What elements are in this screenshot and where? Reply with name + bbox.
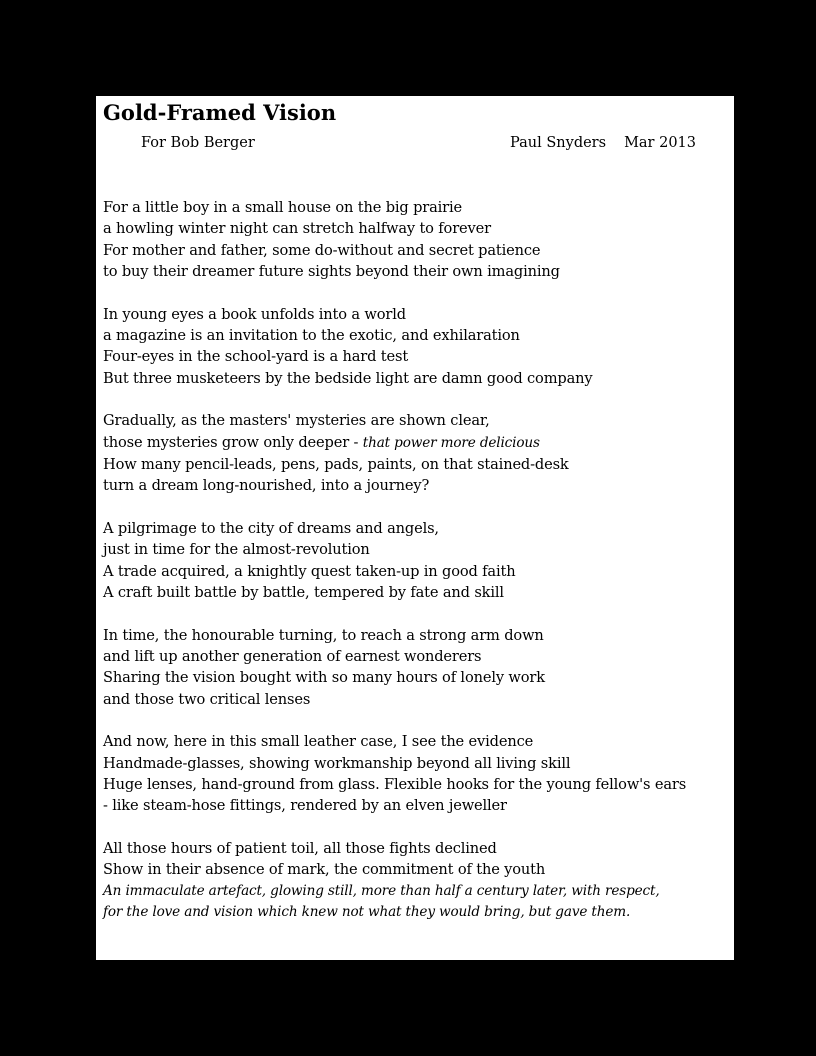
- poem-line: Handmade-glasses, showing workmanship beyond all living skill: [103, 754, 571, 772]
- poem-line: Gradually, as the masters' mysteries are shown clear,: [103, 412, 490, 430]
- byline: [510, 133, 696, 153]
- stanza: [103, 625, 728, 710]
- poem-line: turn a dream long-nourished, into a journey?: [103, 477, 430, 495]
- poem-line-start: those mysteries grow only deeper -: [103, 433, 363, 451]
- poem-line: Huge lenses, hand-ground from glass. Flexible hooks for the young fellow's ears: [103, 776, 687, 794]
- poem-date: Mar 2013: [624, 135, 696, 151]
- poem-line: For mother and father, some do-without and secret patience: [103, 241, 541, 259]
- stanza: [103, 838, 728, 923]
- poem-line: Four-eyes in the school-yard is a hard test: [103, 348, 409, 366]
- poem-line: For a little boy in a small house on the big prairie: [103, 199, 463, 216]
- poem-line: How many pencil-leads, pens, pads, paints, on that stained-desk: [103, 455, 569, 473]
- poem-body: [103, 197, 728, 945]
- poem-line: and lift up another generation of earnest wonderers: [103, 648, 482, 666]
- poem-title: Gold-Framed Vision: [103, 100, 337, 125]
- stanza: [103, 304, 728, 389]
- poem-line: just in time for the almost-revolution: [103, 541, 370, 559]
- poem-page: [96, 96, 734, 960]
- poem-line-italic: for the love and vision which knew not what they would bring, but gave them.: [103, 904, 631, 921]
- poem-line: In time, the honourable turning, to reach a strong arm down: [103, 626, 544, 644]
- stanza: [103, 410, 728, 496]
- poem-line: A pilgrimage to the city of dreams and angels,: [103, 520, 439, 538]
- poem-line: All those hours of patient toil, all those fights declined: [103, 840, 497, 858]
- poem-line: And now, here in this small leather case, I see the evidence: [103, 733, 534, 751]
- author-name: Paul Snyders: [510, 135, 607, 151]
- poem-line: a howling winter night can stretch halfway to forever: [103, 220, 491, 238]
- poem-line: - like steam-hose fittings, rendered by an elven jeweller: [103, 797, 507, 815]
- poem-line-italic: An immaculate artefact, glowing still, more than half a century later, with respect,: [103, 882, 660, 899]
- poem-line: Sharing the vision bought with so many hours of lonely work: [103, 669, 545, 687]
- poem-line: In young eyes a book unfolds into a world: [103, 305, 406, 323]
- poem-line: A craft built battle by battle, tempered by fate and skill: [103, 583, 504, 601]
- poem-line: But three musketeers by the bedside light are damn good company: [103, 369, 593, 387]
- poem-line: to buy their dreamer future sights beyond their own imagining: [103, 262, 560, 280]
- poem-line: a magazine is an invitation to the exotic, and exhilaration: [103, 326, 520, 344]
- poem-line: [103, 432, 728, 454]
- stanza: [103, 197, 728, 282]
- poem-line: Show in their absence of mark, the commitment of the youth: [103, 861, 546, 879]
- poem-line: and those two critical lenses: [103, 690, 311, 708]
- stanza: [103, 731, 728, 816]
- dedication: For Bob Berger: [141, 135, 255, 151]
- stanza: [103, 518, 728, 603]
- italic-phrase: that power more delicious: [362, 434, 540, 451]
- poem-line: A trade acquired, a knightly quest taken-up in good faith: [103, 562, 516, 580]
